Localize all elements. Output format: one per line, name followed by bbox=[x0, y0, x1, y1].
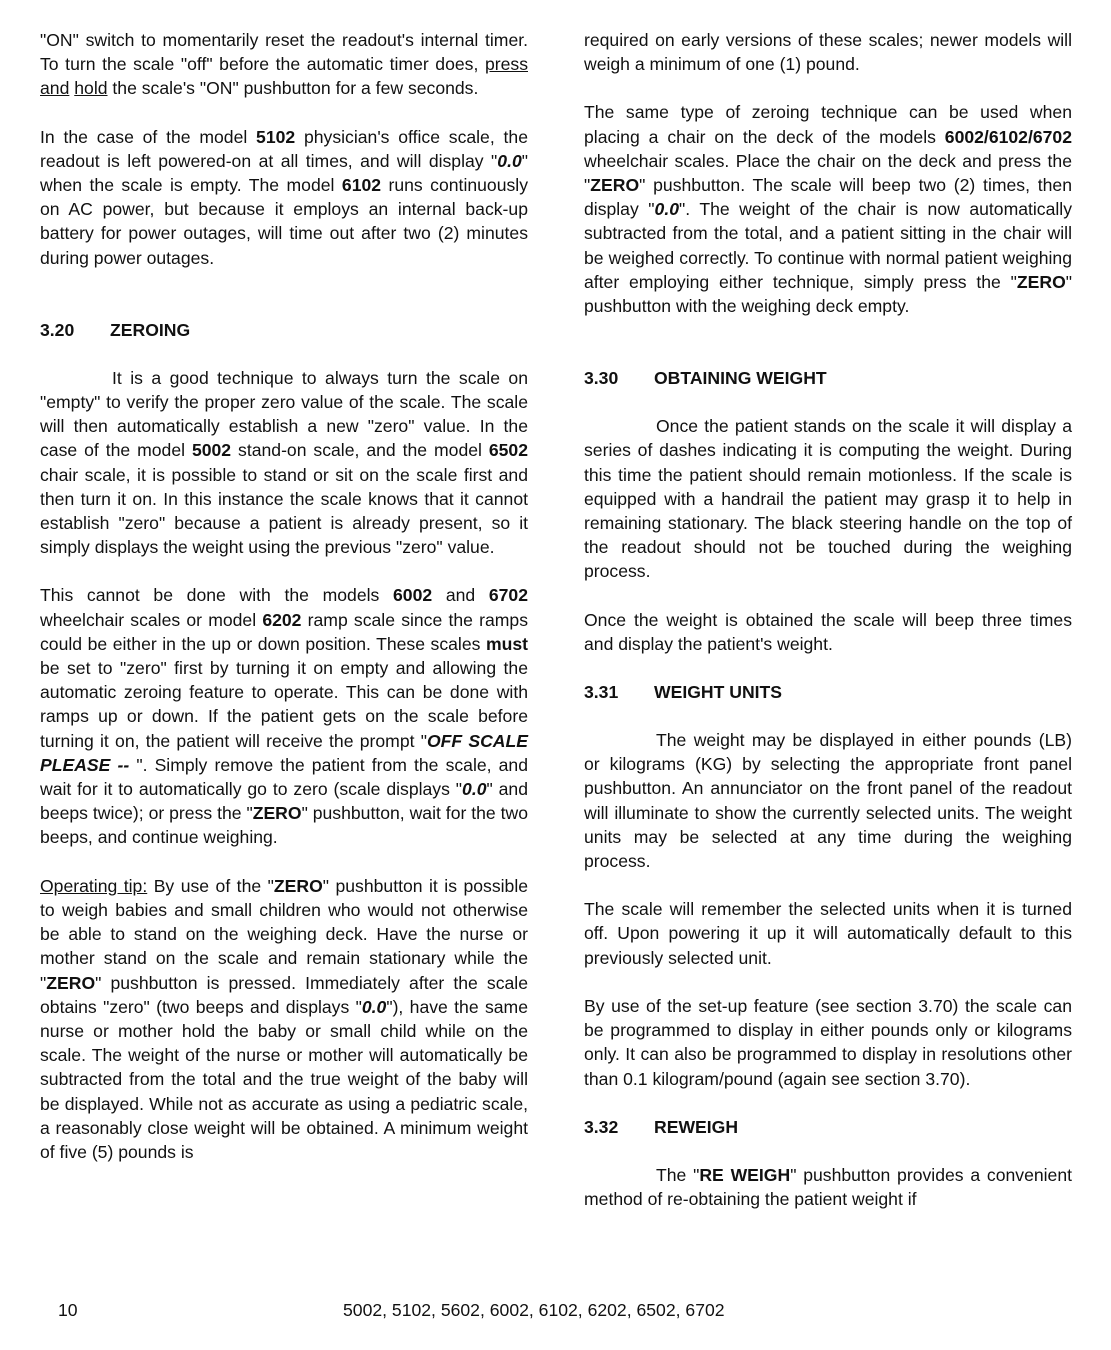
paragraph-remember-units: The scale will remember the selected units when it is turned off. Upon powering it up it will automatically default to this previously selected unit. bbox=[584, 899, 1072, 968]
footer-model-list: 5002, 5102, 5602, 6002, 6102, 6202, 6502, 6702 bbox=[343, 1300, 725, 1320]
paragraph-weight-units: The weight may be displayed in either pounds (LB) or kilograms (KG) by selecting the appropriate front panel pushbutton. An annunciator on the front panel of the readout will illuminate to show the currently selected units. The weight units may be selected at any time during the weighing process. bbox=[584, 730, 1072, 872]
section-heading-obtaining-weight: 3.30 OBTAINING WEIGHT bbox=[584, 368, 827, 389]
paragraph-on-switch: "ON" switch to momentarily reset the readout's internal timer. To turn the scale "off" before the automatic timer does, press and hold the scale's "ON" pushbutton for a few seconds. bbox=[40, 30, 528, 99]
section-heading-zeroing: 3.20 ZEROING bbox=[40, 319, 191, 340]
paragraph-minimum-weight: required on early versions of these scales; newer models will weigh a minimum of one (1) pound. bbox=[584, 30, 1072, 75]
paragraph-zeroing-technique: It is a good technique to always turn the scale on "empty" to verify the proper zero value of the scale. The scale will then automatically establish a new "zero" value. In the case of the model 5002 stand-on scale, and the model 6502 chair scale, it is possible to stand or sit on the scale first and then turn it on. In this instance the scale knows that it cannot establish "zero" because a patient is already present, so it simply displays the weight using the previous "zero" value. bbox=[40, 367, 528, 558]
left-column bbox=[40, 28, 528, 1188]
section-heading-weight-units: 3.31 WEIGHT UNITS bbox=[584, 682, 783, 703]
paragraph-wheelchair-ramp: This cannot be done with the models 6002 and 6702 wheelchair scales or model 6202 ramp scale since the ramps could be either in the up or down position. These scales must be set to "zero" first by turning it on empty and allowing the automatic zeroing feature to operate. This can be done with ramps up or down. If the patient gets on the scale before turning it on, the patient will receive the prompt "OFF SCALE PLEASE -- ". Simply remove the patient from the scale, and wait for it to automatically go to zero (scale displays "0.0" and beeps twice); or press the "ZERO" pushbutton, wait for the two beeps, and continue weighing. bbox=[40, 585, 528, 848]
paragraph-model-5102: In the case of the model 5102 physician's office scale, the readout is left powered-on at all times, and will display "0.0" when the scale is empty. The model 6102 runs continuously on AC power, but because it employs an internal back-up battery for power outages, will time out after two (2) minutes during power outages. bbox=[40, 126, 528, 268]
paragraph-setup-feature: By use of the set-up feature (see section 3.70) the scale can be programmed to display in either pounds only or kilograms only. It can also be programmed to display in resolutions other than 0.1 kilogram/pound (again see section 3.70). bbox=[584, 995, 1072, 1089]
page-number: 10 bbox=[58, 1300, 78, 1320]
paragraph-chair-zeroing: The same type of zeroing technique can be used when placing a chair on the deck of the models 6002/6102/6702 wheelchair scales. Place the chair on the deck and press the "ZERO" pushbutton. The scale will beep two (2) times, then display "0.0". The weight of the chair is now automatically subtracted from the total, and a patient sitting in the chair will be weighed correctly. To continue with normal patient weighing after employing either technique, simply press the "ZERO" pushbutton with the weighing deck empty. bbox=[584, 102, 1073, 317]
paragraph-obtaining-weight: Once the patient stands on the scale it will display a series of dashes indicating it is computing the weight. During this time the patient should remain motionless. If the scale is equipped with a handrail the patient may grasp it to help in remaining stationary. The black steering handle on the top of the readout should not be touched during the weighing process. bbox=[584, 416, 1072, 582]
operating-tip-label: Operating tip: bbox=[40, 875, 148, 896]
section-heading-reweigh: 3.32 REWEIGH bbox=[584, 1116, 739, 1137]
paragraph-operating-tip: Operating tip: By use of the "ZERO" pushbutton it is possible to weigh babies and small children who would not otherwise be able to stand on the weighing deck. Have the nurse or mother stand on the scale and remain stationary while the "ZERO" pushbutton is pressed. Immediately after the scale obtains "zero" (two beeps and displays "0.0"), have the same nurse or mother hold the baby or small child while on the scale. The weight of the nurse or mother will automatically be subtracted from the total and the true weight of the baby will be displayed. While not as accurate as using a pediatric scale, a reasonably close weight will be obtained. A minimum weight of five (5) pounds is bbox=[40, 875, 529, 1162]
paragraph-reweigh: The "RE WEIGH" pushbutton provides a convenient method of re-obtaining the patient weight if bbox=[584, 1164, 1072, 1209]
paragraph-beep-three: Once the weight is obtained the scale will beep three times and display the patient's weight. bbox=[584, 609, 1072, 654]
right-column bbox=[584, 28, 1072, 1235]
